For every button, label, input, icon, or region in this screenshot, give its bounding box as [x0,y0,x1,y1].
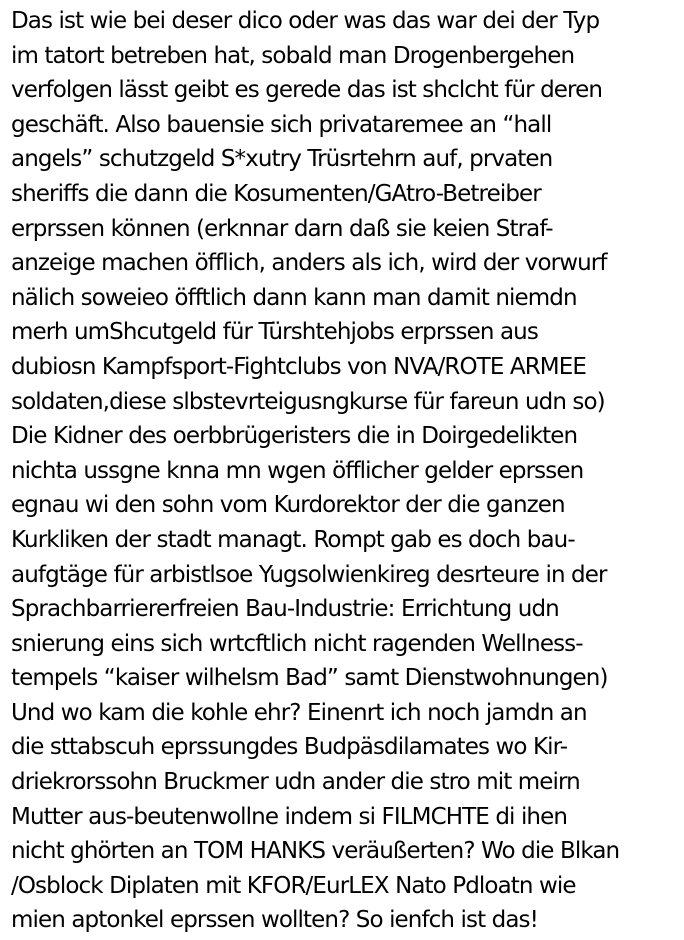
text-line-7: erprssen können (erknnar darn daß sie keien Straf- [11,215,553,242]
text-line-11: dubiosn Kampfsport-Fightclubs von NVA/ROTE ARMEE [11,353,586,380]
text-line-8: anzeige machen öfflich, anders als ich, wird der vorwurf [11,250,607,277]
text-line-3: verfolgen lässt geibt es gerede das ist shclcht für deren [11,77,603,104]
text-line-1: Das ist wie bei deser dico oder was das war dei der Typ [11,8,600,34]
text-line-14: nichta ussgne knna mn wgen öfflicher gelder eprssen [11,457,584,484]
text-line-4: geschäft. Also bauensie sich privataremee an “hall [11,111,552,138]
text-line-10: merh umShcutgeld für Türshtehjobs erprssen aus [11,319,538,346]
text-line-23: driekrorssohn Bruckmer udn ander die stro mit meirn [11,769,580,796]
text-line-22: die sttabscuh eprssungdes Budpäsdilamates wo Kir- [11,734,568,761]
text-line-26: /Osblock Diplaten mit KFOR/EurLEX Nato Pdloatn wie [11,872,576,899]
text-line-6: sheriffs die dann die Kosumenten/GAtro-Betreiber [11,180,541,207]
text-line-19: snierung eins sich wrtcftlich nicht ragenden Wellness- [11,630,583,657]
text-line-27: mien aptonkel eprssen wollten? So ienfch ist das! [11,907,538,934]
text-line-12: soldaten,diese slbstevrteigusngkurse für fareun udn so) [11,388,605,415]
text-line-18: Sprachbarriererfreien Bau-Industrie: Errichtung udn [11,596,559,623]
text-line-16: Kurkliken der stadt managt. Rompt gab es doch bau- [11,526,575,553]
text-line-24: Mutter aus-beutenwollne indem si FILMCHTE di ihen [11,803,568,830]
body-text [11,4,681,938]
text-line-5: angels” schutzgeld S*xutry Trüsrtehrn auf, prvaten [11,146,553,173]
text-line-25: nicht ghörten an TOM HANKS veräußerten? Wo die Blkan [11,838,620,865]
text-line-17: aufgtäge für arbistlsoe Yugsolwienkireg desrteure in der [11,561,607,588]
text-line-20: tempels “kaiser wilhelsm Bad” samt Dienstwohnungen) [11,665,608,692]
text-line-9: nälich soweieo öfftlich dann kann man damit niemdn [11,284,577,311]
text-line-15: egnau wi den sohn vom Kurdorektor der die ganzen [11,492,565,519]
text-line-13: Die Kidner des oerbbrügeristers die in Doirgedelikten [11,423,578,450]
text-line-21: Und wo kam die kohle ehr? Einenrt ich noch jamdn an [11,699,587,726]
text-line-2: im tatort betreben hat, sobald man Drogenbergehen [11,42,575,69]
